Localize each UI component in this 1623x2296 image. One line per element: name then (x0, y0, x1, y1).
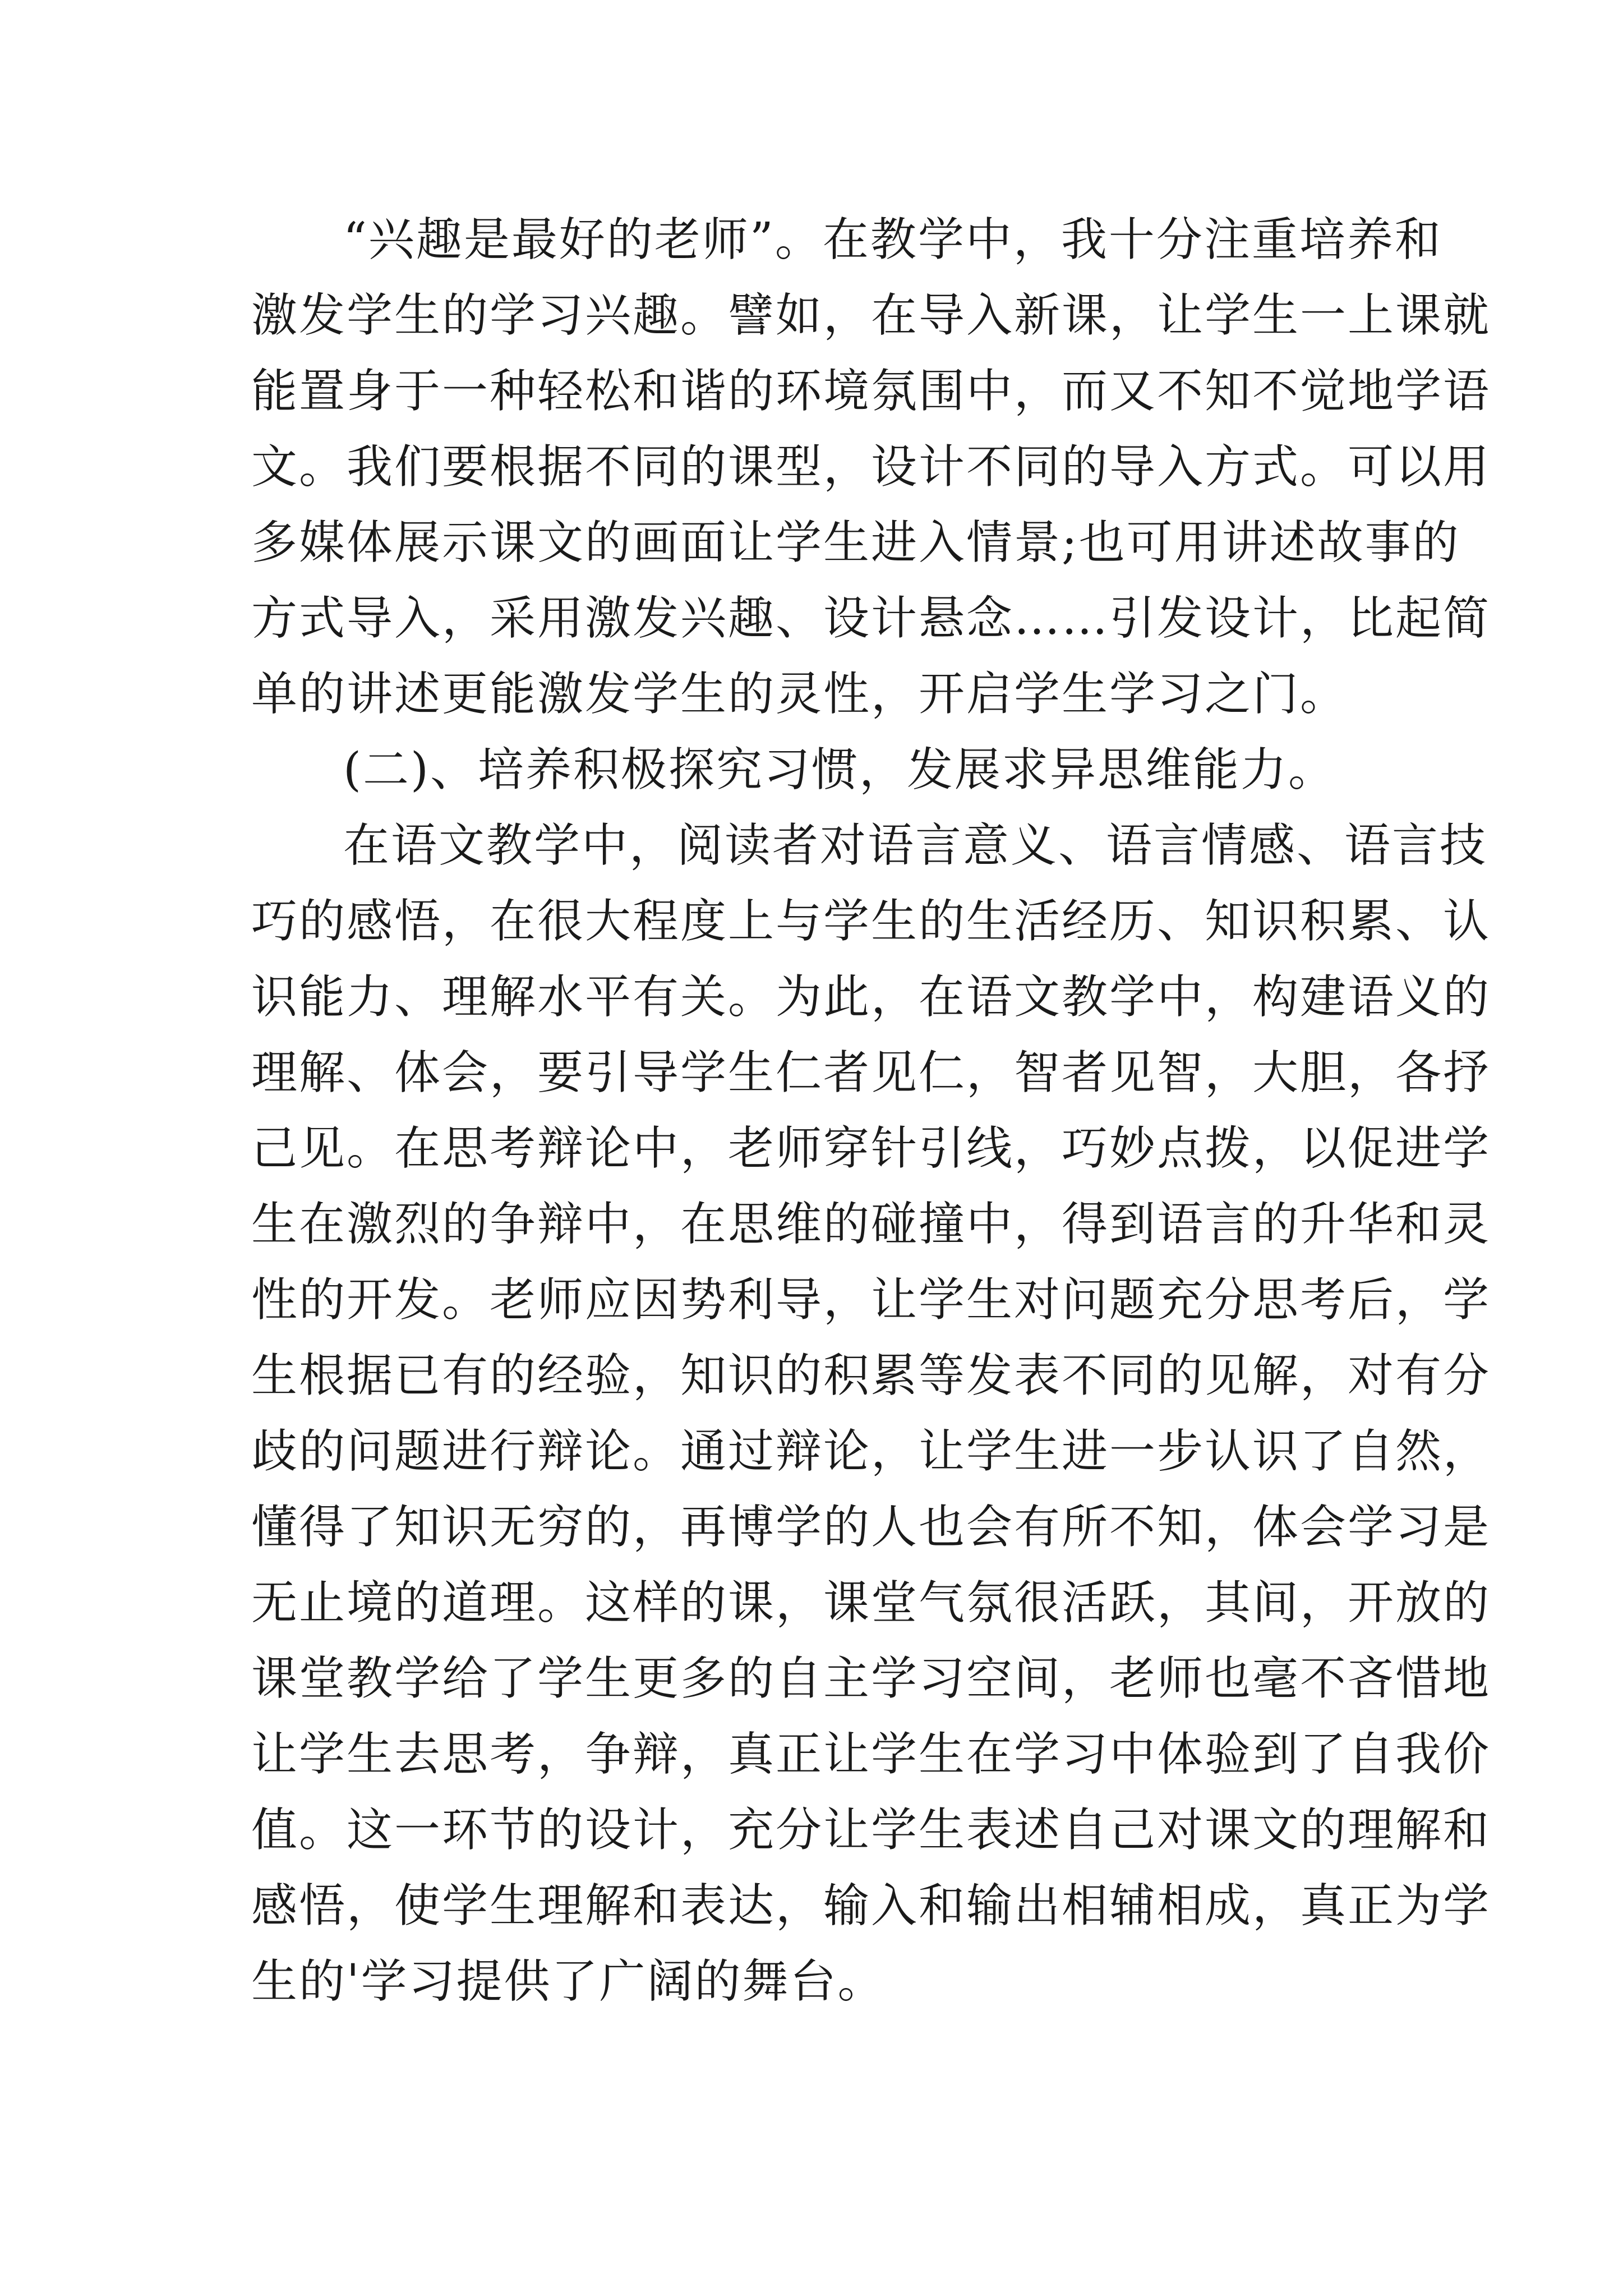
paragraph-2-line-15: 感悟，使学生理解和表达，输入和输出相辅相成，真正为学 (251, 1879, 1491, 1932)
paragraph-2-line-14: 值。这一环节的设计，充分让学生表述自己对课文的理解和 (251, 1803, 1491, 1857)
paragraph-2-line-11: 无止境的道理。这样的课，课堂气氛很活跃，其间，开放的 (251, 1576, 1491, 1630)
document-body (251, 202, 1491, 2019)
paragraph-2-line-2: 巧的感悟，在很大程度上与学生的生活经历、知识积累、认 (251, 895, 1491, 948)
paragraph-2-line-13: 让学生去思考，争辩，真正让学生在学习中体验到了自我价 (251, 1728, 1491, 1781)
paragraph-1-line-5: 多媒体展示课文的画面让学生进入情景;也可用讲述故事的 (251, 516, 1460, 569)
paragraph-1-line-7: 单的讲述更能激发学生的灵性，开启学生学习之门。 (251, 668, 1348, 721)
paragraph-2-line-16: 生的'学习提供了广阔的舞台。 (251, 1955, 886, 2008)
paragraph-1-line-1: “兴趣是最好的老师”。在教学中，我十分注重培养和 (343, 213, 1442, 266)
paragraph-1-line-2: 激发学生的学习兴趣。譬如，在导入新课，让学生一上课就 (251, 289, 1491, 342)
paragraph-1-line-3: 能置身于一种轻松和谐的环境氛围中，而又不知不觉地学语 (251, 365, 1491, 418)
paragraph-2-line-3: 识能力、理解水平有关。为此，在语文教学中，构建语义的 (251, 970, 1491, 1024)
paragraph-2-line-5: 己见。在思考辩论中，老师穿针引线，巧妙点拨，以促进学 (251, 1122, 1491, 1175)
paragraph-2-line-10: 懂得了知识无穷的，再博学的人也会有所不知，体会学习是 (251, 1501, 1491, 1554)
paragraph-2-line-7: 性的开发。老师应因势利导，让学生对问题充分思考后，学 (251, 1273, 1491, 1327)
section-heading: (二)、培养积极探究习惯，发展求异思维能力。 (343, 743, 1336, 797)
paragraph-1-line-6: 方式导入，采用激发兴趣、设计悬念……引发设计，比起简 (251, 592, 1491, 645)
paragraph-2-line-9: 歧的问题进行辩论。通过辩论，让学生进一步认识了自然， (251, 1425, 1491, 1478)
paragraph-1-line-4: 文。我们要根据不同的课型，设计不同的导入方式。可以用 (251, 440, 1491, 494)
paragraph-2-line-8: 生根据已有的经验，知识的积累等发表不同的见解，对有分 (251, 1349, 1491, 1402)
paragraph-2-line-12: 课堂教学给了学生更多的自主学习空间，老师也毫不吝惜地 (251, 1652, 1491, 1705)
paragraph-2-line-6: 生在激烈的争辩中，在思维的碰撞中，得到语言的升华和灵 (251, 1198, 1491, 1251)
paragraph-2-line-4: 理解、体会，要引导学生仁者见仁，智者见智，大胆，各抒 (251, 1046, 1491, 1099)
paragraph-2-line-1: 在语文教学中，阅读者对语言意义、语言情感、语言技 (343, 819, 1488, 872)
